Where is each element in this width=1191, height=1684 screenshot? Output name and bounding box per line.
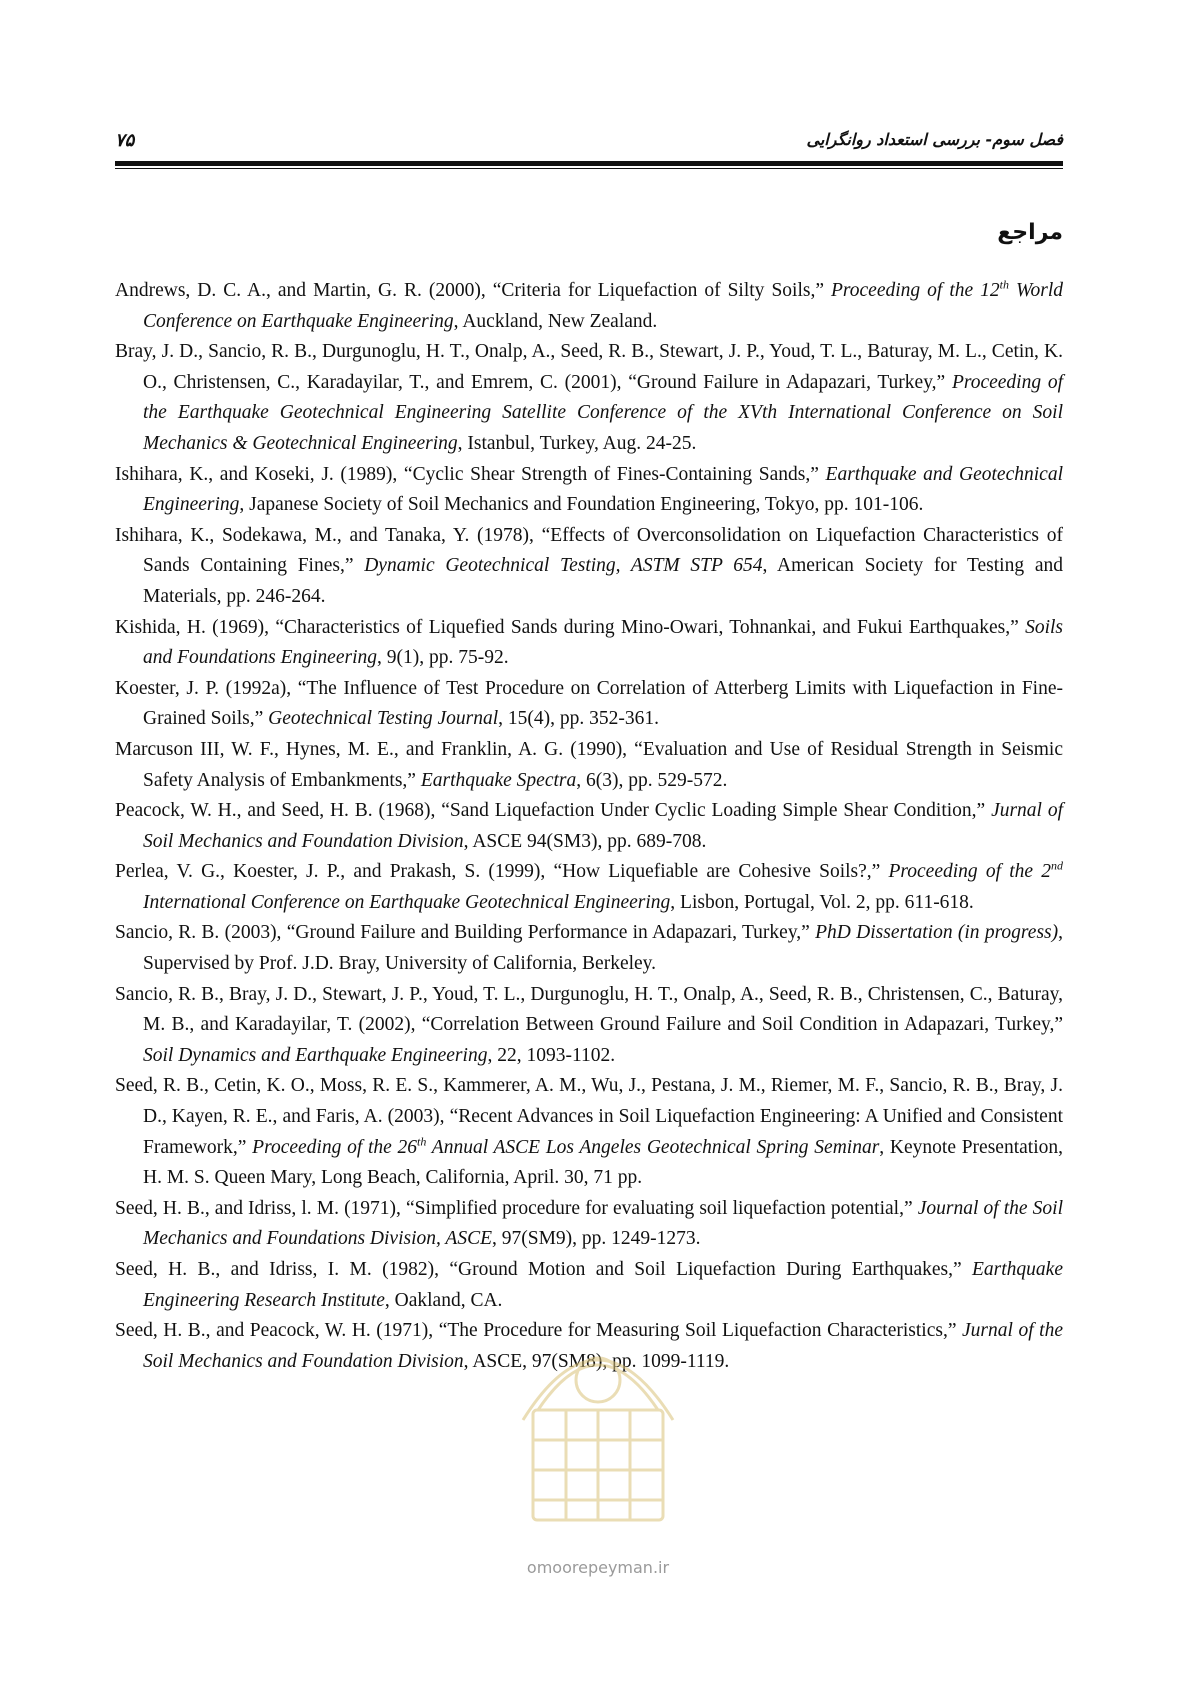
reference-source: Earthquake Engineering Research Institute [143, 1259, 1063, 1311]
reference-source: Geotechnical Testing Journal [268, 708, 499, 730]
reference-entry [115, 460, 1063, 521]
reference-source: Journal of the Soil Mechanics and Foundations Division, ASCE [143, 1197, 1063, 1250]
section-title: مراجع [997, 220, 1063, 245]
reference-list [115, 276, 1063, 1377]
header-rule-thick [115, 161, 1063, 166]
reference-superscript: th [999, 277, 1010, 292]
reference-entry [115, 1255, 1063, 1316]
reference-authors-title: Seed, R. B., Cetin, K. O., Moss, R. E. S., Kammerer, A. M., Wu, J., Pestana, J. M., Riemer, M. F., Sancio, R. B., Bray, J. D., Kayen, R. E., and Faris, A. (2003), “Recent Advances in Soil Liquefaction Engineering: A Unified and Consistent Framework,” [115, 1075, 1063, 1158]
reference-details: , Oakland, CA. [384, 1289, 503, 1311]
reference-authors-title: Andrews, D. C. A., and Martin, G. R. (2000), “Criteria for Liquefaction of Silty Soils,” [115, 280, 831, 301]
reference-details: , 6(3), pp. 529-572. [576, 769, 728, 791]
header-rule-thin [115, 168, 1063, 169]
page-header [115, 128, 1063, 158]
reference-authors-title: Seed, H. B., and Peacock, W. H. (1971), “The Procedure for Measuring Soil Liquefaction Characteristics,” [115, 1320, 963, 1342]
reference-authors-title: Seed, H. B., and Idriss, I. M. (1982), “Ground Motion and Soil Liquefaction During Earthquakes,” [115, 1259, 973, 1280]
reference-details: , Auckland, New Zealand. [453, 310, 658, 332]
reference-entry [115, 1071, 1063, 1193]
reference-entry [115, 337, 1063, 459]
reference-details: , 22, 1093-1102. [487, 1044, 616, 1066]
running-title: فصل سوم- بررسی استعداد روانگرایی [806, 130, 1063, 149]
reference-source: Soils and Foundations Engineering [143, 616, 1063, 669]
reference-details: , ASCE, 97(SM8), pp. 1099-1119. [463, 1350, 730, 1372]
reference-entry [115, 613, 1063, 674]
reference-source: Proceeding of the 26 [252, 1136, 418, 1158]
reference-source: Jurnal of the Soil Mechanics and Foundation Division [143, 1320, 1063, 1372]
reference-source: Annual ASCE Los Angeles Geotechnical Spring Seminar [426, 1136, 880, 1158]
reference-authors-title: Perlea, V. G., Koester, J. P., and Prakash, S. (1999), “How Liquefiable are Cohesive Soils?,” [115, 861, 889, 883]
reference-source: PhD Dissertation (in progress) [815, 922, 1059, 944]
reference-entry [115, 521, 1063, 613]
reference-authors-title: Ishihara, K., and Koseki, J. (1989), “Cyclic Shear Strength of Fines-Containing Sands,” [115, 463, 826, 485]
reference-details: , Keynote Presentation, H. M. S. Queen Mary, Long Beach, California, April. 30, 71 pp. [143, 1136, 1063, 1189]
reference-source: Proceeding of the 12 [831, 280, 1000, 301]
reference-source: Proceeding of the Earthquake Geotechnical Engineering Satellite Conference of the XVth International Conference on Soil Mechanics & Geotechnical Engineering [143, 371, 1063, 454]
reference-authors-title: Ishihara, K., Sodekawa, M., and Tanaka, Y. (1978), “Effects of Overconsolidation on Liquefaction Characteristics of Sands Containing Fines,” [115, 524, 1063, 577]
reference-details: , Japanese Society of Soil Mechanics and Foundation Engineering, Tokyo, pp. 101-106. [239, 494, 924, 516]
reference-source: International Conference on Earthquake Geotechnical Engineering [143, 891, 671, 913]
reference-authors-title: Marcuson III, W. F., Hynes, M. E., and Franklin, A. G. (1990), “Evaluation and Use of Residual Strength in Seismic Safety Analysis of Embankments,” [115, 738, 1063, 791]
reference-source: World Conference on Earthquake Engineering [143, 280, 1063, 332]
reference-source: Proceeding of the 2 [888, 861, 1051, 883]
reference-entry [115, 980, 1063, 1072]
reference-source: Jurnal of Soil Mechanics and Foundation Division [143, 800, 1063, 852]
reference-authors-title: Seed, H. B., and Idriss, l. M. (1971), “Simplified procedure for evaluating soil liquefaction potential,” [115, 1197, 918, 1219]
reference-authors-title: Sancio, R. B. (2003), “Ground Failure and Building Performance in Adapazari, Turkey,” [115, 922, 816, 944]
reference-details: , Lisbon, Portugal, Vol. 2, pp. 611-618. [670, 891, 974, 913]
reference-authors-title: Kishida, H. (1969), “Characteristics of Liquefied Sands during Mino-Owari, Tohnankai, and Fukui Earthquakes,” [115, 616, 1026, 638]
reference-authors-title: Bray, J. D., Sancio, R. B., Durgunoglu, H. T., Onalp, A., Seed, R. B., Stewart, J. P., Youd, T. L., Baturay, M. L., Cetin, K. O., Christensen, C., Karadayilar, T., and Emrem, C. (2001), “Ground Failure in Adapazari, Turkey,” [115, 341, 1063, 393]
reference-details: , American Society for Testing and Materials, pp. 246-264. [143, 555, 1063, 607]
reference-source: Soil Dynamics and Earthquake Engineering [143, 1044, 488, 1066]
reference-entry [115, 857, 1063, 918]
reference-details: , 9(1), pp. 75-92. [376, 647, 509, 669]
reference-details: , 97(SM9), pp. 1249-1273. [491, 1228, 701, 1250]
reference-entry [115, 918, 1063, 979]
reference-entry [115, 735, 1063, 796]
reference-entry [115, 674, 1063, 735]
reference-source: Earthquake Spectra [420, 769, 577, 791]
reference-details: , ASCE 94(SM3), pp. 689-708. [463, 830, 707, 852]
page-number: ۷۵ [115, 130, 135, 151]
reference-authors-title: Peacock, W. H., and Seed, H. B. (1968), “Sand Liquefaction Under Cyclic Loading Simple Shear Condition,” [115, 800, 992, 822]
reference-authors-title: Koester, J. P. (1992a), “The Influence of Test Procedure on Correlation of Atterberg Limits with Liquefaction in Fine-Grained Soils,” [115, 677, 1063, 730]
watermark-site: omoorepeyman.ir [526, 1558, 670, 1577]
reference-authors-title: Sancio, R. B., Bray, J. D., Stewart, J. P., Youd, T. L., Durgunoglu, H. T., Onalp, A., Seed, R. B., Christensen, C., Baturay, M. B., and Karadayilar, T. (2002), “Correlation Between Ground Failure and Soil Condition in Adapazari, Turkey,” [115, 983, 1063, 1036]
reference-entry [115, 1194, 1063, 1255]
reference-entry [115, 796, 1063, 857]
reference-details: , 15(4), pp. 352-361. [498, 708, 659, 730]
reference-source: Earthquake and Geotechnical Engineering [143, 463, 1063, 516]
reference-entry [115, 1316, 1063, 1377]
reference-superscript: nd [1051, 858, 1063, 873]
reference-entry [115, 276, 1063, 337]
reference-details: , Supervised by Prof. J.D. Bray, University of California, Berkeley. [143, 922, 1063, 975]
reference-superscript: th [417, 1134, 427, 1149]
reference-details: , Istanbul, Turkey, Aug. 24-25. [457, 432, 697, 454]
reference-source: Dynamic Geotechnical Testing, ASTM STP 654 [364, 555, 763, 577]
